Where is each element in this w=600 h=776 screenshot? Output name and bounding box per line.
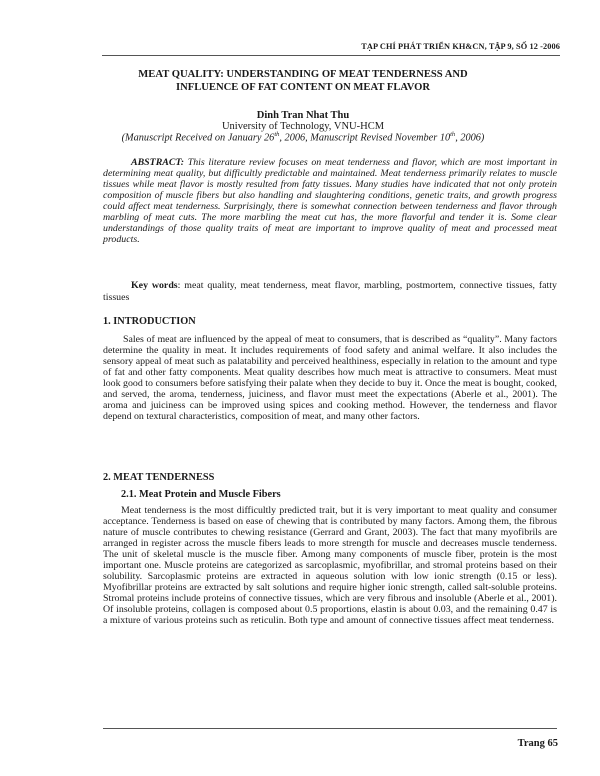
journal-header: TẠP CHÍ PHÁT TRIỂN KH&CN, TẬP 9, SỐ 12 -2006 xyxy=(361,42,560,51)
title-line-2: INFLUENCE OF FAT CONTENT ON MEAT FLAVOR xyxy=(175,82,431,93)
paper-title xyxy=(108,68,498,94)
received-sup-1: th xyxy=(274,131,280,138)
header-divider xyxy=(102,55,560,56)
section-2-1-heading: 2.1. Meat Protein and Muscle Fibers xyxy=(121,489,281,500)
page-number: Trang 65 xyxy=(517,738,558,749)
manuscript-dates xyxy=(80,131,526,143)
title-line-1: MEAT QUALITY: UNDERSTANDING OF MEAT TENDERNESS AND xyxy=(138,69,468,80)
author-affiliation: University of Technology, VNU-HCM xyxy=(221,121,385,132)
keywords xyxy=(103,280,557,303)
footer-divider xyxy=(103,728,557,729)
keywords-label: Key words xyxy=(131,280,178,291)
abstract xyxy=(103,157,557,245)
abstract-label: ABSTRACT: xyxy=(131,157,185,168)
abstract-text: This literature review focuses on meat tenderness and flavor, which are most important in determining meat quality, but difficultly predictable and maintained. Meat tenderness primarily relates to muscle tissues while meat flavor is mostly resulted from fatty tissues. Many studies have indicated that not only protein composition of muscle fibers but also handling and slaughtering conditions, genetic traits, and growth progress could affect meat tenderness. Surprisingly, there is somewhat connection between tenderness and flavor through marbling of meat cuts. The more marbling the meat cut has, the more flavorful and tender it is. Some clear understandings of those quality traits of meat are important to improve quality of meat and processed meat products. xyxy=(103,157,558,246)
revised-text: , 2006, Manuscript Revised November 10 xyxy=(279,132,451,144)
section-1-paragraph: Sales of meat are influenced by the appeal of meat to consumers, that is described as “quality”. Many factors determine the quality in meat. It includes requirements of food safety and animal welfare. It also includes the sensory appeal of meat such as palatability and perceived healthiness, especially in relation to the amount and type of fat and other fatty components. Meat quality describes how much meat is attractive to consumers. Meat must look good to consumers before satisfying their palate when they decide to buy it. Once the meat is bought, cooked, and served, the aroma, tenderness, juiciness, and flavor must meet the expectations (Aberle et al., 2001). The aroma and juiciness can be improved using spices and cooking method. However, the tenderness and flavor depend on textural characteristics, composition of meat, and many other factors. xyxy=(103,334,557,423)
keywords-text: : meat quality, meat tenderness, meat flavor, marbling, postmortem, connective tissues, fatty tissues xyxy=(103,280,557,303)
received-end: , 2006) xyxy=(455,132,485,144)
received-text: (Manuscript Received on January 26 xyxy=(121,132,275,144)
received-sup-2: th xyxy=(450,131,456,138)
author-name: Dinh Tran Nhat Thu xyxy=(256,110,350,121)
section-2-heading: 2. MEAT TENDERNESS xyxy=(103,472,215,483)
section-1-heading: 1. INTRODUCTION xyxy=(103,316,196,327)
section-2-1-paragraph: Meat tenderness is the most difficultly predicted trait, but it is very important to meat quality and consumer acceptance. Tenderness is based on ease of chewing that is contributed by many factors. Among them, the fibrous nature of muscle contributes to chewing resistance (Gerrard and Grant, 2003). The fact that many myofibrils are arranged in register across the muscle fibers leads to more strength for muscle and decreases muscle tenderness. The unit of skeletal muscle is the muscle fiber. Among many components of muscle fiber, protein is the most important one. Muscle proteins are categorized as sarcoplasmic, myofibrillar, and stromal proteins based on their solubility. Sarcoplasmic proteins are extracted in aqueous solution with low ionic strength (0.15 or less). Myofibrillar proteins are extracted by salt solutions and require higher ionic strength, called salt-soluble proteins. Stromal proteins include proteins of connective tissues, which are very fibrous and insoluble (Aberle et al., 2001). Of insoluble proteins, collagen is composed about 0.5 proportions, elastin is about 0.03, and the remaining 0.47 is a mixture of various proteins such as reticulin. Both type and amount of connective tissues affect meat tenderness. xyxy=(103,505,557,627)
